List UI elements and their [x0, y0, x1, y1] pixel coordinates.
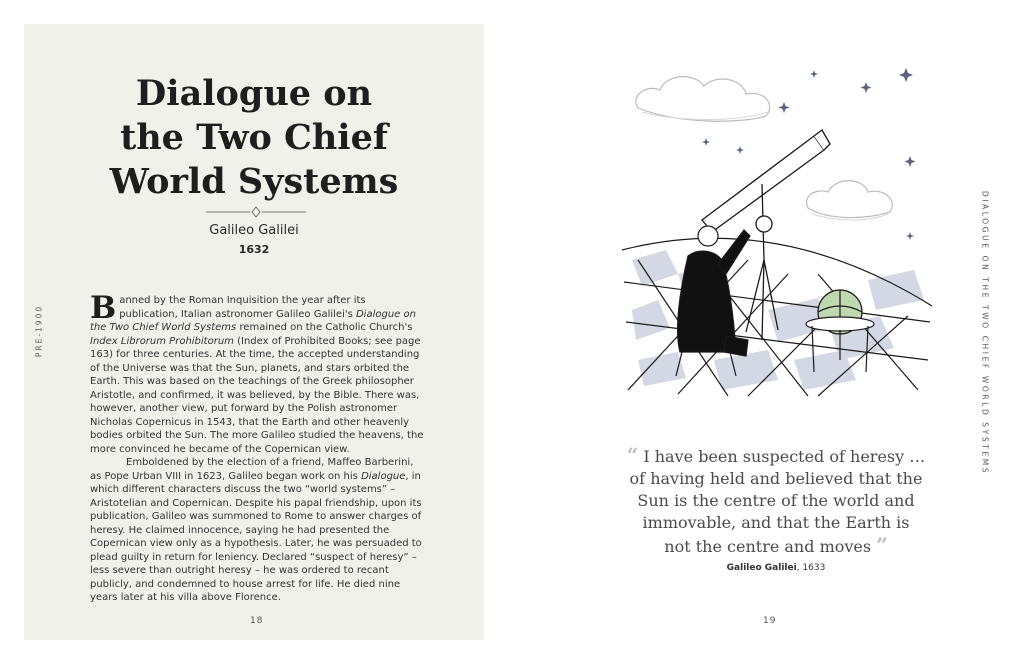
galileo-telescope-illustration-icon [618, 60, 938, 410]
text-run: (Index of Prohibited Books; see page 163) for three centuries. At the time, the accepted understanding of the Universe was that the Sun, planets, and stars orbited the Earth. This was based on the teachings of the Greek philosopher Aristotle, and confirmed, it was believed, by the Bible. There was, however, another view, put forward by the Polish astronomer Nicholas Copernicus in 1543, that the Earth and other heavenly bodies orbited the Sun. The more Galileo studied the heavens, the more convinced he became of the Copernican view. [90, 335, 424, 455]
drop-cap: B [90, 290, 117, 326]
book-title-text: Index Librorum Prohibitorum [90, 335, 234, 347]
divider-ornament-icon [206, 206, 306, 218]
section-label-right: DIALOGUE ON THE TWO CHIEF WORLD SYSTEMS [980, 190, 990, 476]
page-number-right: 19 [763, 616, 777, 626]
text-run: anned by the Roman Inquisition the year after its publication, Italian astronomer Galileo Galilei's [119, 295, 366, 320]
quote-author: Galileo Galilei [726, 563, 797, 573]
publication-year: 1632 [238, 243, 270, 256]
quote-year: , 1633 [796, 563, 826, 573]
book-title-text: Dialogue on the Two Chief World Systems [90, 308, 416, 333]
section-label-left: PRE-1900 [34, 304, 44, 358]
quote-line: of having held and believed that the [629, 469, 923, 488]
paragraph-1 [90, 290, 424, 456]
quote-line: not the centre and moves [664, 537, 872, 556]
page-title [24, 72, 484, 204]
quote-line: Sun is the centre of the world and [637, 491, 915, 510]
author-name: Galileo Galilei [209, 223, 299, 238]
title-line: World Systems [109, 161, 399, 202]
close-quote-icon: ” [876, 533, 888, 557]
body-text [90, 290, 424, 605]
text-run: , in which different characters discuss the two “world systems” – Aristotelian and Copernican. Despite his papal friendship, upon its publication, Galileo was summoned to Rome to answer charges of heresy. He claimed innocence, saying he had presented the Copernican view only as a hypothesis. Later, he was persuaded to plead guilty in return for leniency. Declared “suspect of heresy” – less severe than outright heresy – he was ordered to recant publicly, and condemned to house arrest for life. He died nine years later at his villa above Florence. [90, 470, 422, 603]
title-line: the Two Chief [120, 117, 388, 158]
left-page [24, 24, 484, 640]
quote-line: I have been suspected of heresy … [643, 447, 926, 466]
text-run: Emboldened by the election of a friend, Maffeo Barberini, as Pope Urban VIII in 1623, Galileo began work on his [90, 457, 414, 482]
title-line: Dialogue on [135, 73, 373, 114]
book-title-text: Dialogue [361, 470, 406, 482]
page-number-left: 18 [250, 616, 264, 626]
open-quote-icon: “ [626, 443, 639, 467]
pull-quote [620, 444, 932, 558]
text-run: remained on the Catholic Church's [236, 322, 413, 333]
paragraph-2 [90, 456, 424, 605]
quote-attribution [620, 563, 932, 573]
quote-line: immovable, and that the Earth is [642, 513, 910, 532]
